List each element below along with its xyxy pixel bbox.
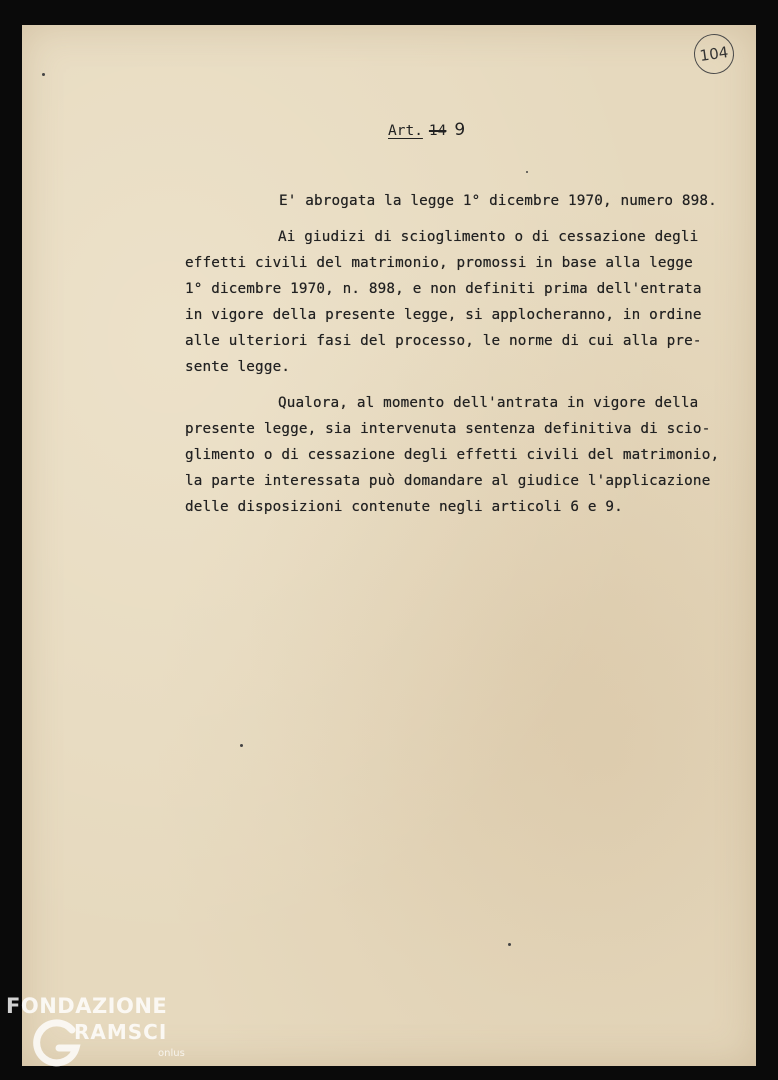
document-page <box>22 25 756 1066</box>
watermark-line2: RAMSCI <box>74 1020 168 1044</box>
text-line: glimento o di cessazione degli effetti civili del matrimonio, <box>185 447 720 463</box>
article-number: 9 <box>454 120 466 140</box>
page-number-stamp <box>691 31 736 76</box>
text-line: presente legge, sia intervenuta sentenza definitiva di scio- <box>185 421 711 437</box>
text-line: effetti civili del matrimonio, promossi in base alla legge <box>185 255 693 271</box>
text-line: E' abrogata la legge 1° dicembre 1970, numero 898. <box>279 193 717 209</box>
fondazione-gramsci-watermark <box>6 994 196 1074</box>
page-number: 104 <box>698 43 730 65</box>
paper-speck <box>526 171 528 173</box>
paper-speck <box>240 744 243 747</box>
paper-speck <box>42 73 45 76</box>
text-line: delle disposizioni contenute negli articoli 6 e 9. <box>185 499 623 515</box>
article-heading <box>388 120 465 140</box>
text-line: Qualora, al momento dell'antrata in vigore della <box>278 395 699 411</box>
watermark-line3: onlus <box>158 1048 185 1059</box>
text-line: in vigore della presente legge, si applocheranno, in ordine <box>185 307 702 323</box>
text-line: 1° dicembre 1970, n. 898, e non definiti prima dell'entrata <box>185 281 702 297</box>
text-line: alle ulteriori fasi del processo, le norme di cui alla pre- <box>185 333 702 349</box>
paper-speck <box>508 943 511 946</box>
text-line: la parte interessata può domandare al giudice l'applicazione <box>185 473 711 489</box>
article-struck-number: 14 <box>428 123 447 139</box>
watermark-line1: FONDAZIONE <box>6 994 168 1018</box>
text-line: Ai giudizi di scioglimento o di cessazione degli <box>278 229 699 245</box>
article-label: Art. <box>388 123 423 139</box>
text-line: sente legge. <box>185 359 291 375</box>
